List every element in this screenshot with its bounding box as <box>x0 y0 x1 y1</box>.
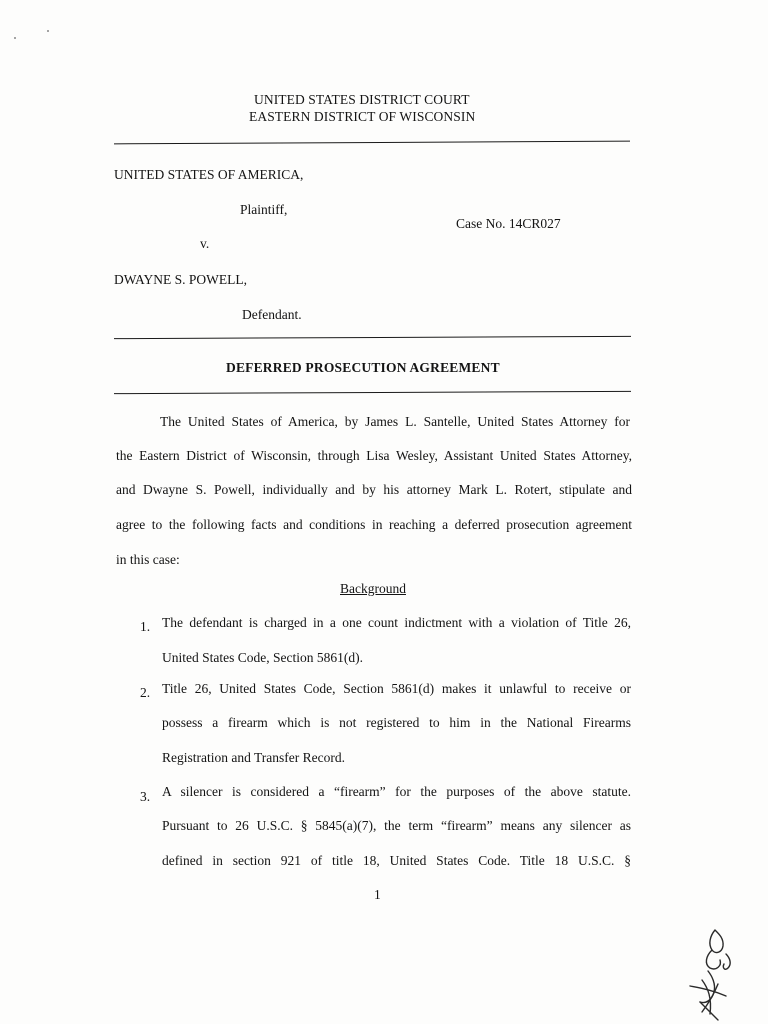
item-2-line-2: possess a firearm which is not registered to him in the National Firearms <box>162 715 631 730</box>
scan-speck <box>14 37 16 39</box>
handwritten-initials-signature <box>682 924 752 1024</box>
case-number: Case No. 14CR027 <box>456 216 561 231</box>
scan-speck <box>47 30 49 32</box>
intro-line-4: agree to the following facts and conditions in reaching a deferred prosecution agreement <box>116 517 632 532</box>
header-rule <box>114 141 630 145</box>
intro-line-5: in this case: <box>116 552 180 567</box>
item-3-line-2: Pursuant to 26 U.S.C. § 5845(a)(7), the term “firearm” means any silencer as <box>162 818 631 833</box>
plaintiff-label: Plaintiff, <box>240 202 288 217</box>
court-district: EASTERN DISTRICT OF WISCONSIN <box>249 109 476 124</box>
item-number-2: 2. <box>140 685 151 700</box>
item-2-line-3: Registration and Transfer Record. <box>162 750 345 765</box>
section-heading-background: Background <box>340 581 406 596</box>
versus: v. <box>200 236 210 251</box>
intro-line-3: and Dwayne S. Powell, individually and by his attorney Mark L. Rotert, stipulate and <box>116 482 632 497</box>
caption-rule <box>114 336 631 339</box>
title-rule <box>114 391 631 394</box>
page-number: 1 <box>374 887 381 902</box>
intro-line-1: The United States of America, by James L. Santelle, United States Attorney for <box>160 414 630 429</box>
court-name: UNITED STATES DISTRICT COURT <box>254 92 470 107</box>
intro-line-2: the Eastern District of Wisconsin, through Lisa Wesley, Assistant United States Attorney, <box>116 448 632 463</box>
defendant-name: DWAYNE S. POWELL, <box>114 272 247 287</box>
item-2-line-1: Title 26, United States Code, Section 5861(d) makes it unlawful to receive or <box>162 681 631 696</box>
item-1-line-2: United States Code, Section 5861(d). <box>162 650 363 665</box>
item-number-3: 3. <box>140 789 151 804</box>
document-title: DEFERRED PROSECUTION AGREEMENT <box>226 360 500 375</box>
item-number-1: 1. <box>140 619 151 634</box>
item-1-line-1: The defendant is charged in a one count indictment with a violation of Title 26, <box>162 615 631 630</box>
plaintiff-name: UNITED STATES OF AMERICA, <box>114 167 304 182</box>
item-3-line-3: defined in section 921 of title 18, United States Code. Title 18 U.S.C. § <box>162 853 631 868</box>
item-3-line-1: A silencer is considered a “firearm” for the purposes of the above statute. <box>162 784 631 799</box>
defendant-label: Defendant. <box>242 307 302 322</box>
